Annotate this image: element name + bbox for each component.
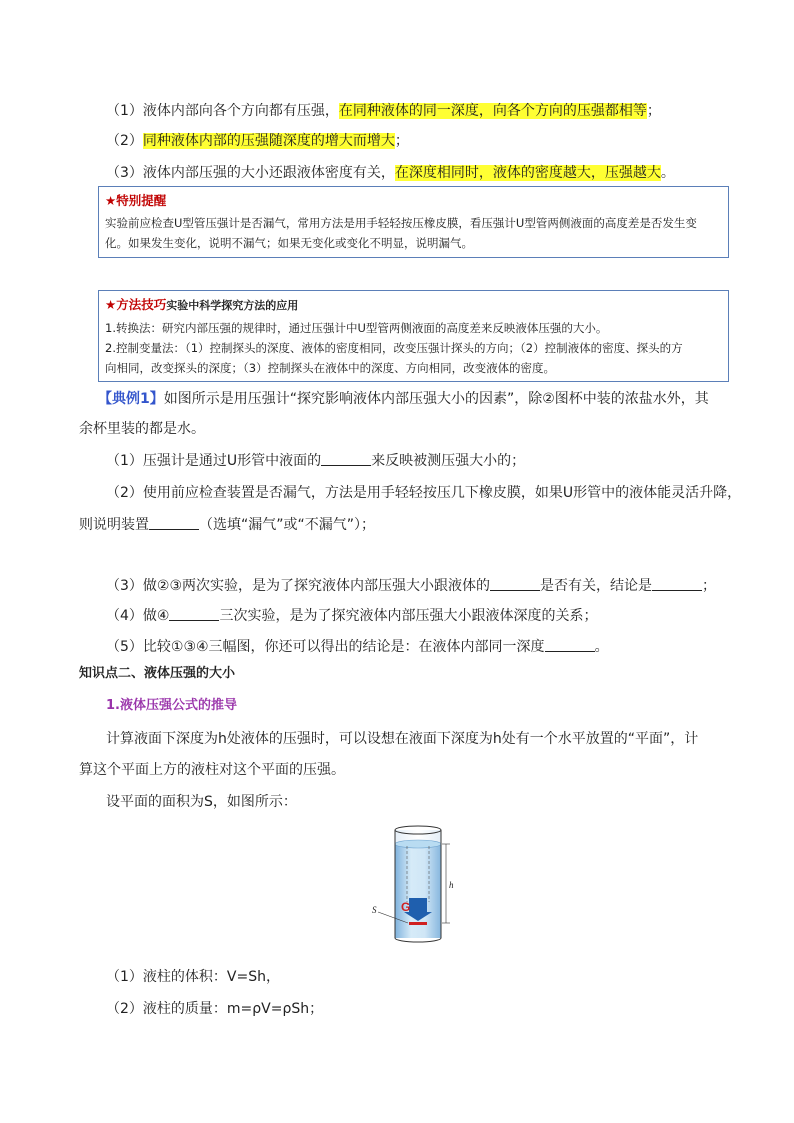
label-h: h	[449, 880, 454, 890]
question-1	[106, 451, 525, 471]
conclusion-2	[106, 131, 409, 151]
question-4	[106, 606, 597, 626]
answer-blank[interactable]	[149, 515, 199, 530]
conclusion-1-highlight: 在同种液体的同一深度，向各个方向的压强都相等	[338, 103, 647, 119]
method-line: 向相同，改变探头的深度；（3）控制探头在液体中的深度、方向相同，改变液体的密度。	[105, 361, 556, 375]
example-tag: 【典例1】	[98, 391, 164, 407]
question-4-text-end: 三次实验，是为了探究液体内部压强大小跟液体深度的关系；	[219, 608, 598, 624]
conclusion-3-end: 。	[660, 165, 675, 181]
reminder-line: 实验前应检查U型管压强计是否漏气，常用方法是用手轻轻按压橡皮膜，看压强计U型管两侧液面的高度差是否发生变	[105, 216, 697, 230]
answer-blank[interactable]	[321, 451, 371, 466]
tube-bottom	[395, 938, 441, 942]
conclusion-1-text: （1）液体内部向各个方向都有压强，	[106, 103, 339, 119]
gravity-arrow-shaft	[409, 898, 427, 912]
derivation-paragraph-1-cont: 算这个平面上方的液柱对这个平面的压强。	[79, 762, 345, 778]
answer-blank[interactable]	[169, 606, 219, 621]
derivation-paragraph-2: 设平面的面积为S，如图所示：	[106, 794, 297, 810]
question-3-text: （3）做②③两次实验，是为了探究液体内部压强大小跟液体的	[106, 578, 491, 594]
conclusion-3-text: （3）液体内部压强的大小还跟液体密度有关，	[106, 165, 395, 181]
question-4-text: （4）做④	[106, 608, 170, 624]
section-subheading: 1.液体压强公式的推导	[106, 698, 237, 713]
question-5-text: （5）比较①③④三幅图，你还可以得出的结论是：在液体内部同一深度	[106, 639, 545, 655]
formula-mass: （2）液柱的质量：m=ρV=ρSh；	[106, 1001, 324, 1017]
conclusion-3	[106, 163, 675, 183]
example-intro-text: 如图所示是用压强计“探究影响液体内部压强大小的因素”，除②图杯中装的浓盐水外，其	[163, 391, 709, 407]
section-heading: 知识点二、液体压强的大小	[79, 666, 236, 681]
question-1-text-end: 来反映被测压强大小的；	[371, 453, 526, 469]
question-3-text-mid: 是否有关，结论是	[540, 578, 653, 594]
conclusion-1	[106, 101, 661, 121]
answer-blank[interactable]	[652, 576, 702, 591]
method-subtitle: 实验中科学探究方法的应用	[166, 299, 299, 312]
example-intro-1	[98, 389, 709, 409]
method-box	[98, 290, 729, 382]
reminder-line: 化。如果发生变化，说明不漏气；如果无变化或变化不明显，说明漏气。	[105, 236, 473, 250]
question-2: （2）使用前应检查装置是否漏气，方法是用手轻轻按压几下橡皮膜，如果U形管中的液体能灵活升降，	[106, 485, 742, 501]
derivation-paragraph-1: 计算液面下深度为h处液体的压强时，可以设想在液面下深度为h处有一个水平放置的“平面”，计	[106, 731, 699, 747]
method-title: ★方法技巧	[105, 297, 167, 312]
question-3-text-end: ；	[702, 578, 717, 594]
label-s: S	[372, 905, 377, 915]
conclusion-2-highlight: 同种液体内部的压强随深度的增大而增大	[142, 133, 395, 149]
answer-blank[interactable]	[545, 637, 595, 652]
conclusion-3-highlight: 在深度相同时，液体的密度越大，压强越大	[394, 165, 661, 181]
answer-blank[interactable]	[490, 576, 540, 591]
method-line: 1.转换法：研究内部压强的规律时，通过压强计中U型管两侧液面的高度差来反映液体压强的大小。	[105, 321, 608, 335]
conclusion-2-end: ；	[394, 133, 409, 149]
question-5	[106, 637, 609, 657]
question-2-cont	[79, 515, 375, 535]
example-intro-2: 余杯里装的都是水。	[79, 421, 205, 437]
reminder-title: ★特别提醒	[105, 193, 167, 208]
reminder-box	[98, 186, 729, 258]
conclusion-1-end: ；	[646, 103, 661, 119]
conclusion-2-text: （2）	[106, 133, 143, 149]
formula-volume: （1）液柱的体积：V=Sh，	[106, 969, 280, 985]
liquid-column-figure	[360, 820, 470, 950]
question-1-text: （1）压强计是通过U形管中液面的	[106, 453, 322, 469]
question-3	[106, 576, 716, 596]
question-5-text-end: 。	[594, 639, 609, 655]
water-surface	[395, 840, 441, 848]
method-title-row	[99, 291, 728, 315]
question-2-text: 则说明装置	[79, 517, 149, 533]
method-line: 2.控制变量法：（1）控制探头的深度、液体的密度相同，改变压强计探头的方向；（2）控制液体的密度、探头的方	[105, 341, 683, 355]
question-2-text-end: （选填“漏气”或“不漏气”）；	[199, 517, 376, 533]
plane-s	[409, 922, 427, 925]
label-g: G	[401, 900, 411, 914]
